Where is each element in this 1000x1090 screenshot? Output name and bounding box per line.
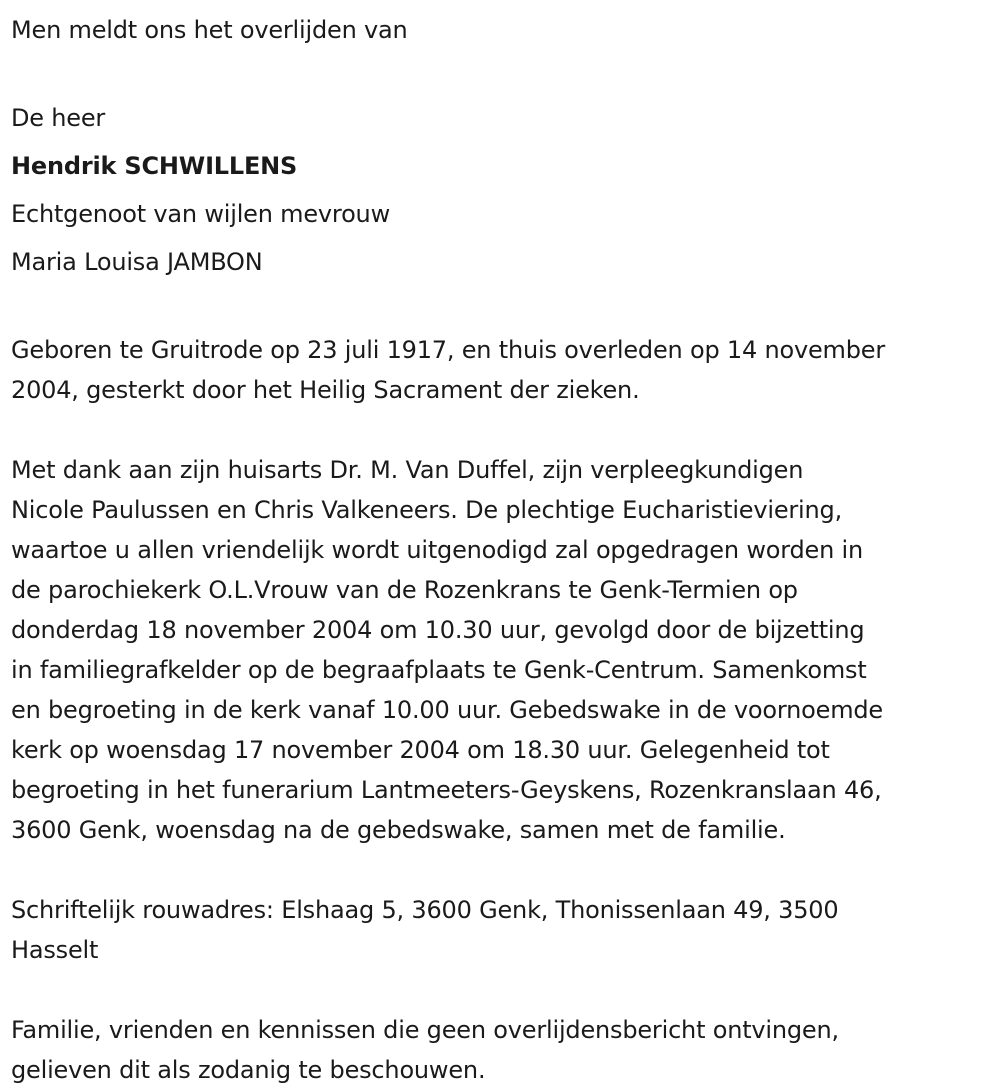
paragraph-line: donderdag 18 november 2004 om 10.30 uur, gevolgd door de bijzetting — [11, 616, 865, 644]
paragraph-line: de parochiekerk O.L.Vrouw van de Rozenkrans te Genk-Termien op — [11, 576, 798, 604]
paragraph-line: begroeting in het funerarium Lantmeeters-Geyskens, Rozenkranslaan 46, — [11, 776, 882, 804]
death-notice — [11, 6, 991, 1090]
paragraph-line: gelieven dit als zodanig te beschouwen. — [11, 1056, 486, 1084]
paragraph-line: en begroeting in de kerk vanaf 10.00 uur. Gebedswake in de voornoemde — [11, 696, 883, 724]
paragraph-line: Familie, vrienden en kennissen die geen overlijdensbericht ontvingen, — [11, 1016, 839, 1044]
paragraph-line: waartoe u allen vriendelijk wordt uitgenodigd zal opgedragen worden in — [11, 536, 863, 564]
service-paragraph — [11, 450, 991, 850]
spouse-name-line: Maria Louisa JAMBON — [11, 248, 263, 276]
intro-line: Men meldt ons het overlijden van — [11, 16, 408, 44]
paragraph-line: kerk op woensdag 17 november 2004 om 18.30 uur. Gelegenheid tot — [11, 736, 830, 764]
closing-paragraph — [11, 1010, 991, 1090]
deceased-name-line: Hendrik SCHWILLENS — [11, 152, 298, 180]
deceased-name — [11, 142, 991, 190]
title-line: De heer — [11, 104, 106, 132]
paragraph-line: 2004, gesterkt door het Heilig Sacrament der zieken. — [11, 376, 640, 404]
paragraph-line: Schriftelijk rouwadres: Elshaag 5, 3600 Genk, Thonissenlaan 49, 3500 — [11, 896, 839, 924]
paragraph-line: Geboren te Gruitrode op 23 juli 1917, en thuis overleden op 14 november — [11, 336, 885, 364]
intro-text — [11, 6, 991, 54]
spouse-relation-line: Echtgenoot van wijlen mevrouw — [11, 200, 390, 228]
paragraph-line: Nicole Paulussen en Chris Valkeneers. De plechtige Eucharistieviering, — [11, 496, 842, 524]
spouse-relation — [11, 190, 991, 238]
paragraph-line: Hasselt — [11, 936, 99, 964]
title-text — [11, 94, 991, 142]
paragraph-line: 3600 Genk, woensdag na de gebedswake, samen met de familie. — [11, 816, 786, 844]
spouse-name — [11, 238, 991, 286]
paragraph-line: in familiegrafkelder op de begraafplaats te Genk-Centrum. Samenkomst — [11, 656, 867, 684]
mourning-address-paragraph — [11, 890, 991, 970]
paragraph-line: Met dank aan zijn huisarts Dr. M. Van Duffel, zijn verpleegkundigen — [11, 456, 804, 484]
birth-death-paragraph — [11, 330, 991, 410]
